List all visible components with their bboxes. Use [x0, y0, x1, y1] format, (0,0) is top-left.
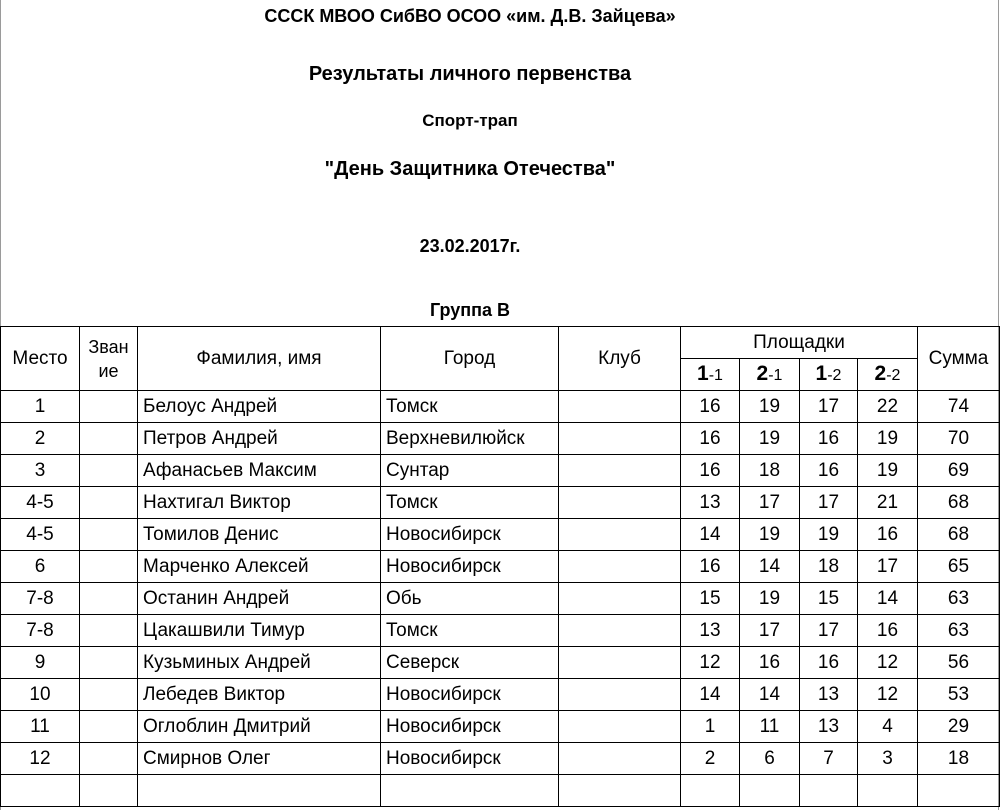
cell-city: Обь: [381, 583, 559, 615]
cell-score-2-2: 3: [858, 743, 918, 775]
cell-place: 4-5: [1, 487, 80, 519]
cell-score-1-1: 16: [681, 423, 740, 455]
cell-name: Цакашвили Тимур: [138, 615, 381, 647]
cell-score-1-1: 14: [681, 679, 740, 711]
group-label: Группа В: [429, 300, 511, 320]
cell-place: [1, 775, 80, 807]
cell-place: 12: [1, 743, 80, 775]
cell-club: [559, 679, 681, 711]
cell-rank: [80, 615, 138, 647]
cell-rank: [80, 775, 138, 807]
column-header-city: Город: [381, 327, 559, 391]
cell-sum: 74: [918, 391, 1000, 423]
cell-score-1-2: 17: [800, 615, 858, 647]
cell-club: [559, 487, 681, 519]
cell-name: Лебедев Виктор: [138, 679, 381, 711]
cell-score-2-1: 19: [740, 583, 800, 615]
cell-score-2-2: 4: [858, 711, 918, 743]
cell-score-1-1: 13: [681, 615, 740, 647]
cell-sum: 65: [918, 551, 1000, 583]
cell-score-2-2: 19: [858, 455, 918, 487]
cell-place: 3: [1, 455, 80, 487]
column-header-name: Фамилия, имя: [138, 327, 381, 391]
cell-rank: [80, 455, 138, 487]
cell-score-2-1: 19: [740, 423, 800, 455]
cell-city: Северск: [381, 647, 559, 679]
subcolumn-header: 2-2: [858, 359, 918, 391]
cell-rank: [80, 551, 138, 583]
cell-place: 6: [1, 551, 80, 583]
cell-city: [381, 775, 559, 807]
cell-score-1-1: 12: [681, 647, 740, 679]
cell-name: Белоус Андрей: [138, 391, 381, 423]
cell-rank: [80, 519, 138, 551]
cell-score-1-2: 17: [800, 487, 858, 519]
table-row: [1, 551, 1000, 583]
cell-place: 7-8: [1, 615, 80, 647]
cell-rank: [80, 647, 138, 679]
cell-club: [559, 647, 681, 679]
event-name: "День Защитника Отечества": [324, 158, 616, 180]
cell-score-2-2: 12: [858, 647, 918, 679]
cell-place: 10: [1, 679, 80, 711]
cell-score-2-2: 12: [858, 679, 918, 711]
subcolumn-header: 1-1: [681, 359, 740, 391]
cell-name: Петров Андрей: [138, 423, 381, 455]
cell-name: [138, 775, 381, 807]
cell-score-1-1: [681, 775, 740, 807]
cell-score-1-1: 1: [681, 711, 740, 743]
cell-rank: [80, 423, 138, 455]
cell-club: [559, 551, 681, 583]
cell-score-2-2: 21: [858, 487, 918, 519]
cell-score-2-1: 6: [740, 743, 800, 775]
cell-club: [559, 519, 681, 551]
cell-place: 4-5: [1, 519, 80, 551]
cell-name: Останин Андрей: [138, 583, 381, 615]
table-row: [1, 423, 1000, 455]
cell-score-2-1: 18: [740, 455, 800, 487]
cell-score-2-2: 19: [858, 423, 918, 455]
cell-score-1-2: 18: [800, 551, 858, 583]
cell-sum: 68: [918, 487, 1000, 519]
cell-name: Томилов Денис: [138, 519, 381, 551]
cell-score-2-1: 17: [740, 615, 800, 647]
cell-score-2-2: 17: [858, 551, 918, 583]
cell-club: [559, 583, 681, 615]
cell-sum: 63: [918, 583, 1000, 615]
subcolumn-header: 1-2: [800, 359, 858, 391]
cell-score-2-1: 11: [740, 711, 800, 743]
cell-rank: [80, 583, 138, 615]
cell-score-1-1: 2: [681, 743, 740, 775]
table-row: [1, 519, 1000, 551]
cell-city: Томск: [381, 615, 559, 647]
cell-score-2-1: 17: [740, 487, 800, 519]
cell-score-1-2: 13: [800, 711, 858, 743]
cell-city: Новосибирск: [381, 519, 559, 551]
organization-title: СССК МВОО СибВО ОСОО «им. Д.В. Зайцева»: [264, 6, 676, 26]
cell-score-2-1: 14: [740, 551, 800, 583]
cell-sum: 70: [918, 423, 1000, 455]
table-row: [1, 391, 1000, 423]
cell-place: 9: [1, 647, 80, 679]
cell-score-1-1: 13: [681, 487, 740, 519]
cell-score-2-1: [740, 775, 800, 807]
cell-score-2-1: 16: [740, 647, 800, 679]
cell-city: Сунтар: [381, 455, 559, 487]
cell-club: [559, 391, 681, 423]
cell-score-2-2: 16: [858, 519, 918, 551]
cell-score-1-2: 7: [800, 743, 858, 775]
table-row: [1, 647, 1000, 679]
table-row: [1, 455, 1000, 487]
cell-rank: [80, 679, 138, 711]
cell-sum: 53: [918, 679, 1000, 711]
cell-score-1-2: 13: [800, 679, 858, 711]
table-row: [1, 743, 1000, 775]
cell-score-1-1: 16: [681, 455, 740, 487]
cell-city: Верхневилюйск: [381, 423, 559, 455]
cell-sum: [918, 775, 1000, 807]
cell-place: 1: [1, 391, 80, 423]
cell-rank: [80, 487, 138, 519]
cell-city: Новосибирск: [381, 551, 559, 583]
cell-name: Нахтигал Виктор: [138, 487, 381, 519]
cell-sum: 68: [918, 519, 1000, 551]
cell-place: 7-8: [1, 583, 80, 615]
column-header-sum: Сумма: [918, 327, 1000, 391]
cell-score-1-2: 16: [800, 455, 858, 487]
column-header-club: Клуб: [559, 327, 681, 391]
cell-score-1-2: 16: [800, 423, 858, 455]
cell-score-1-1: 14: [681, 519, 740, 551]
cell-city: Новосибирск: [381, 743, 559, 775]
cell-name: Смирнов Олег: [138, 743, 381, 775]
cell-club: [559, 743, 681, 775]
cell-rank: [80, 743, 138, 775]
cell-place: 2: [1, 423, 80, 455]
cell-rank: [80, 391, 138, 423]
document-title: Результаты личного первенства: [308, 63, 632, 85]
cell-sum: 56: [918, 647, 1000, 679]
cell-city: Новосибирск: [381, 711, 559, 743]
cell-sum: 63: [918, 615, 1000, 647]
cell-name: Афанасьев Максим: [138, 455, 381, 487]
cell-sum: 29: [918, 711, 1000, 743]
cell-sum: 69: [918, 455, 1000, 487]
subcolumn-header: 2-1: [740, 359, 800, 391]
cell-score-2-2: [858, 775, 918, 807]
results-table: [0, 326, 1000, 807]
cell-score-2-1: 14: [740, 679, 800, 711]
cell-club: [559, 615, 681, 647]
cell-score-2-2: 22: [858, 391, 918, 423]
cell-score-1-1: 15: [681, 583, 740, 615]
cell-score-1-1: 16: [681, 391, 740, 423]
cell-rank: [80, 711, 138, 743]
cell-score-2-2: 14: [858, 583, 918, 615]
cell-city: Томск: [381, 391, 559, 423]
cell-city: Новосибирск: [381, 679, 559, 711]
cell-score-2-2: 16: [858, 615, 918, 647]
table-header-row: [1, 327, 1000, 359]
table-row: [1, 583, 1000, 615]
cell-score-1-2: 15: [800, 583, 858, 615]
cell-name: Оглоблин Дмитрий: [138, 711, 381, 743]
event-date: 23.02.2017г.: [419, 236, 521, 256]
table-row: [1, 679, 1000, 711]
sport-discipline: Спорт-трап: [422, 111, 518, 130]
cell-score-2-1: 19: [740, 519, 800, 551]
cell-club: [559, 455, 681, 487]
cell-score-1-2: 16: [800, 647, 858, 679]
cell-place: 11: [1, 711, 80, 743]
cell-name: Кузьминых Андрей: [138, 647, 381, 679]
column-header-ranges: Площадки: [681, 327, 918, 359]
table-row: [1, 775, 1000, 807]
table-row: [1, 711, 1000, 743]
cell-city: Томск: [381, 487, 559, 519]
column-header-place: Место: [1, 327, 80, 391]
cell-name: Марченко Алексей: [138, 551, 381, 583]
cell-sum: 18: [918, 743, 1000, 775]
cell-club: [559, 775, 681, 807]
cell-score-1-2: [800, 775, 858, 807]
column-header-rank: Зван ие: [80, 327, 138, 391]
cell-score-1-1: 16: [681, 551, 740, 583]
table-row: [1, 487, 1000, 519]
cell-score-1-2: 17: [800, 391, 858, 423]
table-row: [1, 615, 1000, 647]
cell-score-1-2: 19: [800, 519, 858, 551]
cell-score-2-1: 19: [740, 391, 800, 423]
cell-club: [559, 423, 681, 455]
cell-club: [559, 711, 681, 743]
